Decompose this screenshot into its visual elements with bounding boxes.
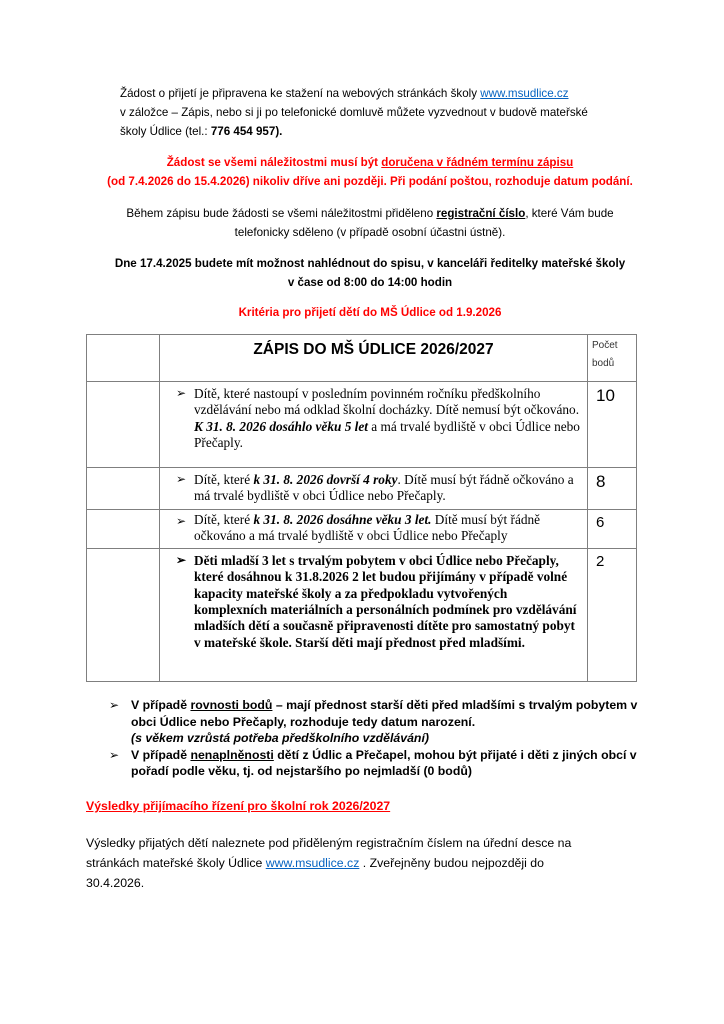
inspection-line1: Dne 17.4.2025 budete mít možnost nahlédnout do spisu, v kanceláři ředitelky mateřské školy <box>114 257 626 270</box>
phone-number: 776 454 957). <box>210 125 283 138</box>
registration-text-2: , které Vám bude <box>525 207 614 220</box>
school-website-link[interactable]: www.msudlice.cz <box>265 856 360 870</box>
inspection-notice <box>90 254 650 292</box>
criteria-heading: Kritéria pro přijetí dětí do MŠ Údlice od 1.9.2026 <box>238 306 502 319</box>
criterion-text: ➢ Dítě, které k 31. 8. 2026 dosáhne věku 3 let. Dítě musí být řádně očkováno a má trvalé bydliště v obci Údlice nebo Přečaply <box>160 509 588 549</box>
criteria-table <box>86 334 637 682</box>
registration-text: Během zápisu bude žádosti se všemi náležitostmi přiděleno <box>126 207 437 220</box>
table-row <box>87 509 637 549</box>
criterion-text: ➢ Děti mladší 3 let s trvalým pobytem v obci Údlice nebo Přečaply, které dosáhnou k 31.8.2026 2 let budou přijímány v případě volné kapacity mateřské školy a za předpokladu vytvořených komplexních materiálních a personálních podmínek pro vzdělávání mladších dětí a současně připravenosti dítěte pro samostatný pobyt v mateřské škole. Starší děti mají přednost před mladšími. <box>160 549 588 682</box>
deadline-dates: (od 7.4.2026 do 15.4.2026) nikoliv dříve ani později. Při podání poštou, rozhoduje datum podání. <box>107 175 633 188</box>
deadline-underlined: doručena v řádném termínu zápisu <box>381 156 574 169</box>
registration-notice <box>90 204 650 242</box>
note-underlined: nenaplněnosti <box>190 747 274 762</box>
table-title: ZÁPIS DO MŠ ÚDLICE 2026/2027 <box>160 335 588 382</box>
table-empty-cell <box>87 335 160 382</box>
bullet-arrow-icon: ➢ <box>109 698 120 712</box>
results-date: 30.4.2026. <box>86 876 145 890</box>
bullet-arrow-icon: ➢ <box>176 386 187 400</box>
note-equal-points: ➢ V případě rovnosti bodů – mají přednost starší děti před mladšími s trvalým pobytem v obci Údlice nebo Přečaply, rozhoduje tedy datum narození. (s věkem vzrůstá potřeba předškolního vzdělávání) <box>109 697 649 747</box>
table-row <box>87 468 637 510</box>
note-italic: (s věkem vzrůstá potřeba předškolního vzdělávání) <box>131 731 429 745</box>
criterion-points: 8 <box>588 468 637 510</box>
school-website-link[interactable]: www.msudlice.cz <box>480 87 569 100</box>
deadline-notice <box>90 153 650 191</box>
registration-line2: telefonicky sděleno (v případě osobní účastni ústně). <box>234 226 506 239</box>
deadline-text: Žádost se všemi náležitostmi musí být <box>166 156 382 169</box>
tie-break-notes <box>109 697 649 780</box>
criterion-points: 6 <box>588 509 637 549</box>
intro-text: Žádost o přijetí je připravena ke stažení na webových stránkách školy <box>120 87 481 100</box>
inspection-line2: v čase od 8:00 do 14:00 hodin <box>287 276 453 289</box>
criterion-emphasis: k 31. 8. 2026 dosáhne věku 3 let. <box>253 511 432 527</box>
criterion-text: ➢ Dítě, které k 31. 8. 2026 dovrší 4 roky. Dítě musí být řádně očkováno a má trvalé bydliště v obci Údlice nebo Přečaply. <box>160 468 588 510</box>
table-header-row <box>87 335 637 382</box>
note-unfilled-capacity: ➢ V případě nenaplněnosti dětí z Údlic a Přečapel, mohou být přijaté i děti z jiných obcí v pořadí podle věku, tj. od nejstaršího po nejmladší (0 bodů) <box>109 747 637 778</box>
bullet-arrow-icon: ➢ <box>176 472 187 486</box>
criterion-points: 2 <box>588 549 637 682</box>
criterion-points: 10 <box>588 382 637 468</box>
bullet-arrow-icon: ➢ <box>176 513 187 528</box>
intro-text-line2: v záložce – Zápis, nebo si ji po telefonické domluvě můžete vyzvednout v budově mateřské <box>120 106 588 119</box>
criterion-text: ➢ Dítě, které nastoupí v posledním povinném ročníku předškolního vzdělávání nebo má odklad školní docházky. Dítě nemusí být očkováno. K 31. 8. 2026 dosáhlo věku 5 let a má trvalé bydliště v obci Údlice nebo Přečaply. <box>160 382 588 468</box>
results-heading: Výsledky přijímacího řízení pro školní rok 2026/2027 <box>86 799 391 813</box>
criterion-emphasis: k 31. 8. 2026 dovrší 4 roky <box>253 472 398 487</box>
note-underlined: rovnosti bodů <box>190 698 273 712</box>
intro-paragraph <box>120 84 640 141</box>
table-row <box>87 382 637 468</box>
bullet-arrow-icon: ➢ <box>109 747 120 762</box>
intro-text-line3: školy Údlice (tel.: <box>120 125 211 138</box>
criterion-emphasis: K 31. 8. 2026 dosáhlo věku 5 let <box>194 418 368 434</box>
registration-number-label: registrační číslo <box>436 207 526 220</box>
table-row <box>87 549 637 682</box>
points-header: Počet bodů <box>588 335 637 382</box>
results-line1: Výsledky přijatých dětí naleznete pod přiděleným registračním číslem na úřední desce na <box>86 836 572 850</box>
results-paragraph: Výsledky přijatých dětí naleznete pod přiděleným registračním číslem na úřední desce na stránkách mateřské školy Údlice www.msudlice.cz . Zveřejněny budou nejpozději do 30.4.2026. <box>86 833 646 893</box>
bullet-arrow-icon: ➢ <box>176 553 187 568</box>
